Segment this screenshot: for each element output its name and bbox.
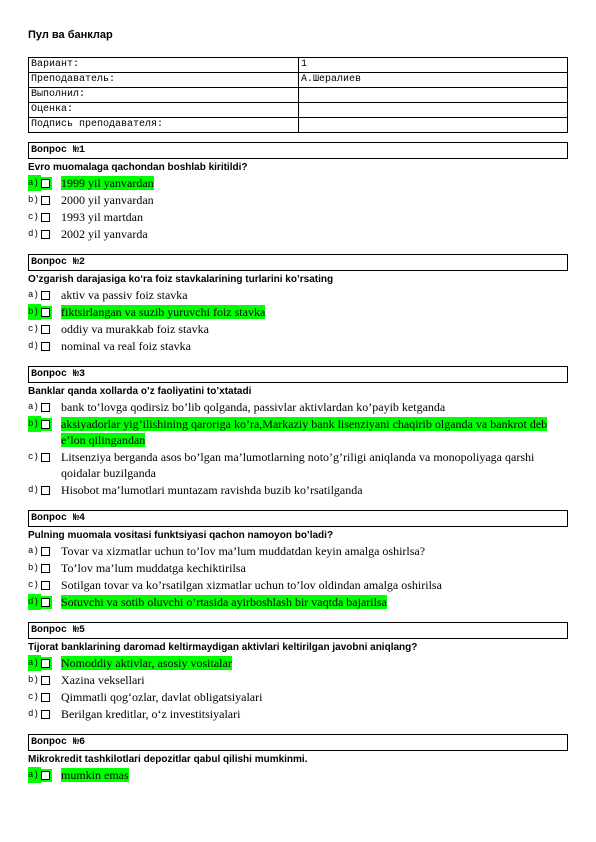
option-text-content: Litsenziya berganda asos bo’lgan ma’lumotlarning noto’g’riligi aniqlanda va monopoliyaga qarshi qoidalar buzilganda xyxy=(61,450,535,480)
checkbox-icon[interactable] xyxy=(41,420,50,429)
option-letter: d) xyxy=(28,485,39,495)
checkbox-icon[interactable] xyxy=(41,179,50,188)
info-row xyxy=(29,73,568,88)
checkbox-icon[interactable] xyxy=(41,453,50,462)
info-label: Оценка: xyxy=(29,103,299,118)
option-letter: b) xyxy=(28,563,39,573)
checkbox-icon[interactable] xyxy=(41,581,50,590)
option-marker xyxy=(28,338,61,354)
option-text xyxy=(61,543,568,559)
option-text xyxy=(61,321,568,337)
option-text-content: Xazina veksellari xyxy=(61,673,145,687)
option-letter: d) xyxy=(28,709,39,719)
option-text-content: Sotilgan tovar va ko’rsatilgan xizmatlar uchun to’lov oldindan amalga oshirilsa xyxy=(61,578,442,592)
checkbox-icon[interactable] xyxy=(41,564,50,573)
answer-option[interactable] xyxy=(28,192,568,208)
option-text-content: 1993 yil martdan xyxy=(61,210,143,224)
answer-option[interactable] xyxy=(28,594,568,610)
option-text-content: bank to’lovga qodirsiz bo’lib qolganda, passivlar aktivlardan ko’payib ketganda xyxy=(61,400,446,414)
checkbox-icon[interactable] xyxy=(41,325,50,334)
option-marker xyxy=(28,287,61,303)
option-text-content: nominal va real foiz stavka xyxy=(61,339,191,353)
answer-option[interactable] xyxy=(28,209,568,225)
option-marker xyxy=(28,304,61,320)
option-text-content: fiktsirlangan va suzib yuruvchi foiz stavka xyxy=(61,305,266,319)
option-text-content: 1999 yil yanvardan xyxy=(61,176,154,190)
info-label: Выполнил: xyxy=(29,88,299,103)
question-header: Вопрос №2 xyxy=(28,254,568,271)
option-text xyxy=(61,175,568,191)
option-text-content: Berilgan kreditlar, o‘z investitsiyalari xyxy=(61,707,241,721)
option-marker xyxy=(28,689,61,705)
option-text-content: To’lov ma’lum muddatga kechiktirilsa xyxy=(61,561,246,575)
option-letter: b) xyxy=(28,195,39,205)
answer-option[interactable] xyxy=(28,449,568,481)
question-block xyxy=(28,734,568,783)
checkbox-icon[interactable] xyxy=(41,693,50,702)
option-letter: c) xyxy=(28,212,39,222)
question-header: Вопрос №1 xyxy=(28,142,568,159)
answer-option[interactable] xyxy=(28,338,568,354)
option-marker xyxy=(28,192,61,208)
document-page xyxy=(28,28,568,783)
option-letter: c) xyxy=(28,692,39,702)
info-value: 1 xyxy=(299,58,568,73)
option-text-content: 2000 yil yanvardan xyxy=(61,193,154,207)
option-text-content: Qimmatli qog‘ozlar, davlat obligatsiyalari xyxy=(61,690,263,704)
question-header: Вопрос №4 xyxy=(28,510,568,527)
option-text-content: oddiy va murakkab foiz stavka xyxy=(61,322,209,336)
option-marker xyxy=(28,482,61,498)
question-block xyxy=(28,254,568,354)
option-marker xyxy=(28,706,61,722)
option-marker xyxy=(28,577,61,593)
info-row xyxy=(29,118,568,133)
option-letter: b) xyxy=(28,416,41,432)
answer-option[interactable] xyxy=(28,767,568,783)
option-text xyxy=(61,399,568,415)
question-header: Вопрос №6 xyxy=(28,734,568,751)
question-block xyxy=(28,366,568,498)
option-text xyxy=(61,338,568,354)
answer-option[interactable] xyxy=(28,226,568,242)
info-row xyxy=(29,88,568,103)
option-text xyxy=(61,449,568,481)
questions-list xyxy=(28,142,568,783)
info-value xyxy=(299,118,568,133)
option-text xyxy=(61,416,568,448)
option-marker xyxy=(28,594,61,610)
checkbox-icon[interactable] xyxy=(41,403,50,412)
option-marker xyxy=(28,226,61,242)
question-header: Вопрос №3 xyxy=(28,366,568,383)
checkbox-icon[interactable] xyxy=(41,547,50,556)
option-letter: c) xyxy=(28,580,39,590)
option-letter: b) xyxy=(28,304,41,320)
answer-option[interactable] xyxy=(28,655,568,671)
option-letter: a) xyxy=(28,655,41,671)
option-text-content: aktiv va passiv foiz stavka xyxy=(61,288,188,302)
option-text xyxy=(61,482,568,498)
option-text xyxy=(61,706,568,722)
checkbox-icon[interactable] xyxy=(41,291,50,300)
answer-option[interactable] xyxy=(28,175,568,191)
info-label: Преподаватель: xyxy=(29,73,299,88)
question-header: Вопрос №5 xyxy=(28,622,568,639)
info-value: А.Шералиев xyxy=(299,73,568,88)
option-marker xyxy=(28,767,61,783)
checkbox-icon[interactable] xyxy=(41,659,50,668)
option-marker xyxy=(28,416,61,432)
question-text: Evro muomalaga qachondan boshlab kiritildi? xyxy=(28,162,248,173)
checkbox-icon[interactable] xyxy=(41,598,50,607)
answer-option[interactable] xyxy=(28,577,568,593)
option-text xyxy=(61,287,568,303)
info-row xyxy=(29,103,568,118)
option-marker xyxy=(28,560,61,576)
option-text-content: Nomoddiy aktivlar, asosiy vositalar xyxy=(61,656,232,670)
option-text xyxy=(61,594,568,610)
question-text: Pulning muomala vositasi funktsiyasi qachon namoyon bo’ladi? xyxy=(28,530,334,541)
answer-option[interactable] xyxy=(28,672,568,688)
option-text xyxy=(61,672,568,688)
info-value xyxy=(299,103,568,118)
option-letter: d) xyxy=(28,229,39,239)
checkbox-icon[interactable] xyxy=(41,342,50,351)
info-label: Вариант: xyxy=(29,58,299,73)
answer-option[interactable] xyxy=(28,689,568,705)
option-letter: a) xyxy=(28,175,41,191)
checkbox-icon[interactable] xyxy=(41,676,50,685)
option-marker xyxy=(28,175,61,191)
info-row xyxy=(29,58,568,73)
answer-option[interactable] xyxy=(28,560,568,576)
option-letter: c) xyxy=(28,452,39,462)
option-text xyxy=(61,226,568,242)
answer-option[interactable] xyxy=(28,706,568,722)
answer-option[interactable] xyxy=(28,399,568,415)
option-text-content: Hisobot ma’lumotlari muntazam ravishda buzib ko’rsatilganda xyxy=(61,483,363,497)
checkbox-icon[interactable] xyxy=(41,771,50,780)
option-marker xyxy=(28,209,61,225)
option-marker xyxy=(28,449,61,465)
option-marker xyxy=(28,655,61,671)
option-text xyxy=(61,192,568,208)
option-text xyxy=(61,560,568,576)
option-letter: d) xyxy=(28,341,39,351)
answer-option[interactable] xyxy=(28,543,568,559)
answer-option[interactable] xyxy=(28,482,568,498)
info-label: Подпись преподавателя: xyxy=(29,118,299,133)
checkbox-icon[interactable] xyxy=(41,710,50,719)
checkbox-icon[interactable] xyxy=(41,213,50,222)
option-text-content: Sotuvchi va sotib oluvchi o’rtasida ayirboshlash bir vaqtda bajarilsa xyxy=(61,595,387,609)
answer-option[interactable] xyxy=(28,321,568,337)
question-text: Banklar qanda xollarda o’z faoliyatini to’xtatadi xyxy=(28,386,252,397)
answer-option[interactable] xyxy=(28,287,568,303)
info-table xyxy=(28,57,568,133)
question-text: O’zgarish darajasiga ko‘ra foiz stavkalarining turlarini ko’rsating xyxy=(28,274,334,285)
option-text xyxy=(61,304,568,320)
option-letter: a) xyxy=(28,402,39,412)
option-letter: c) xyxy=(28,324,39,334)
option-text xyxy=(61,767,568,783)
checkbox-icon[interactable] xyxy=(41,308,50,317)
question-text: Mikrokredit tashkilotlari depozitlar qabul qilishi mumkinmi. xyxy=(28,754,308,765)
option-letter: a) xyxy=(28,546,39,556)
question-text: Tijorat banklarining daromad keltirmaydigan aktivlari keltirilgan javobni aniqlang? xyxy=(28,642,418,653)
checkbox-icon[interactable] xyxy=(41,230,50,239)
option-letter: d) xyxy=(28,594,41,610)
option-text-content: mumkin emas xyxy=(61,768,129,782)
checkbox-icon[interactable] xyxy=(41,196,50,205)
answer-option[interactable] xyxy=(28,304,568,320)
option-letter: b) xyxy=(28,675,39,685)
option-letter: a) xyxy=(28,767,41,783)
option-text xyxy=(61,577,568,593)
document-title: Пул ва банклар xyxy=(28,29,113,41)
info-value xyxy=(299,88,568,103)
question-block xyxy=(28,142,568,242)
option-text-content: 2002 yil yanvarda xyxy=(61,227,148,241)
option-marker xyxy=(28,672,61,688)
option-marker xyxy=(28,321,61,337)
option-text xyxy=(61,209,568,225)
answer-option[interactable] xyxy=(28,416,568,448)
option-letter: a) xyxy=(28,290,39,300)
option-text-content: aksiyadorlar yig’ilishining qaroriga ko’ra,Markaziy bank lisenziyani chaqirib olganda va bankrot deb e’lon qilingandan xyxy=(61,417,548,447)
checkbox-icon[interactable] xyxy=(41,486,50,495)
question-block xyxy=(28,622,568,722)
option-text-content: Tovar va xizmatlar uchun to’lov ma’lum muddatdan keyin amalga oshirlsa? xyxy=(61,544,426,558)
question-block xyxy=(28,510,568,610)
option-text xyxy=(61,689,568,705)
option-marker xyxy=(28,399,61,415)
option-marker xyxy=(28,543,61,559)
option-text xyxy=(61,655,568,671)
